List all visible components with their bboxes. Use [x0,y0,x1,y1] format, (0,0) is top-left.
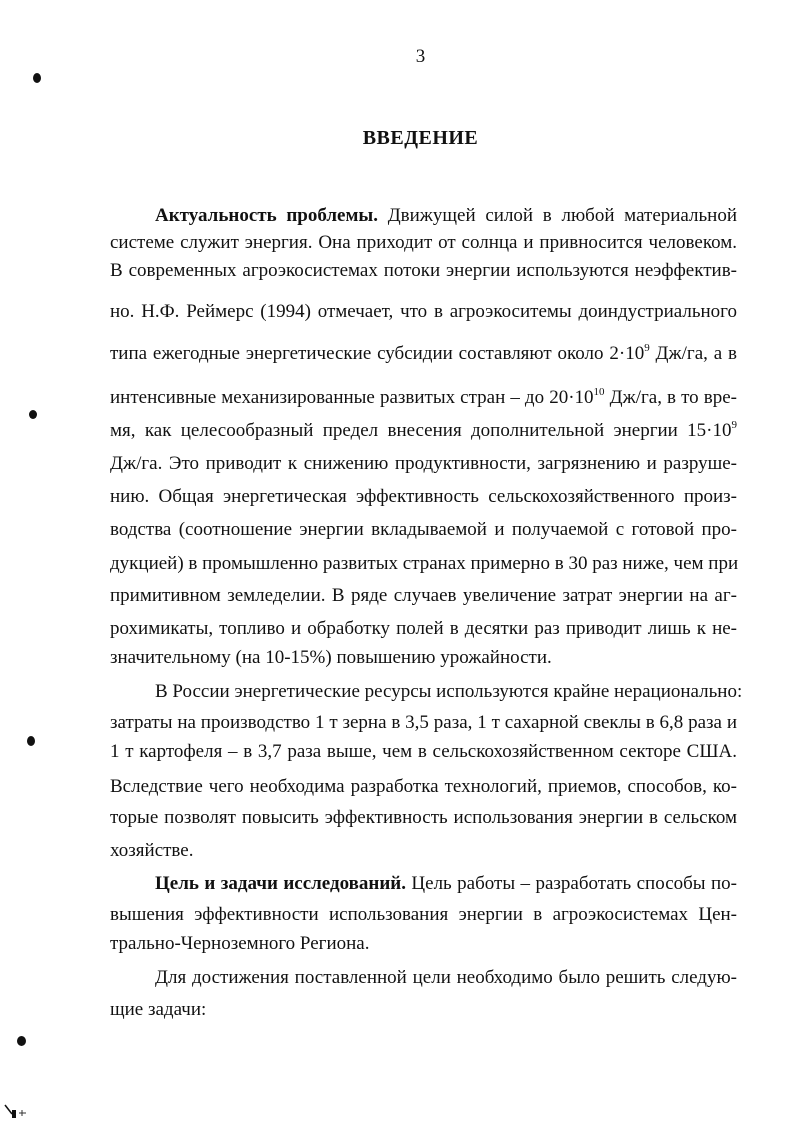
text-line: вышения эффективности использования энергии в агроэкосистемах Цен- [110,904,737,925]
text-line: В современных агроэкосистемах потоки энергии используются неэффектив- [110,260,737,281]
text-line: интенсивные механизированные развитых стран – до $20\cdot 10^{10}$ Дж/га, в то вре- [110,386,737,408]
exponent: 9 [644,342,650,354]
text-line: трально-Черноземного Региона. [110,933,370,954]
text-line: рохимикаты, топливо и обработку полей в десятки раз приводит лишь к не- [110,618,737,639]
text-line: мя, как целесообразный предел внесения дополнительной энергии $15\cdot 10^9$ [110,419,737,441]
text-line: Дж/га. Это приводит к снижению продуктивности, загрязнению и разруше- [110,453,737,474]
text-line: но. Н.Ф. Реймерс (1994) отмечает, что в агроэкоситемы доиндустриального [110,301,737,322]
text-line: типа ежегодные энергетические субсидии составляют около $2\cdot 10^9$ Дж/га, а в [110,342,738,364]
section-title: ВВЕДЕНИЕ [362,127,479,149]
text-line: примитивном земледелии. В ряде случаев увеличение затрат энергии на аг- [110,585,737,606]
text-line: хозяйстве. [110,840,194,861]
text-line: В России энергетические ресурсы используются крайне нерационально: [155,681,743,702]
binding-hole-mark-icon [33,73,41,83]
exponent: 9 [731,419,737,431]
text-line: Актуальность проблемы. Движущей силой в любой материальной [155,205,738,226]
binding-hole-mark-icon [29,410,37,419]
text-line: щие задачи: [110,999,207,1020]
text-line: Цель и задачи исследований. Цель работы – разработать способы по- [155,873,737,894]
text-line: нию. Общая энергетическая эффективность сельскохозяйственного произ- [110,486,737,507]
corner-scan-artifact-icon [4,1104,30,1118]
text-line: Вследствие чего необходима разработка технологий, приемов, способов, ко- [110,776,737,797]
page-number: 3 [415,46,426,67]
run-in-heading: Актуальность проблемы. [155,205,378,226]
exponent: 10 [593,386,605,398]
run-in-heading: Цель и задачи исследований. [155,873,406,894]
text-line: затраты на производство 1 т зерна в 3,5 раза, 1 т сахарной свеклы в 6,8 раза и [110,712,737,733]
text-line: торые позволят повысить эффективность использования энергии в сельском [110,807,737,828]
text-line: системе служит энергия. Она приходит от солнца и привносится человеком. [110,232,737,253]
binding-hole-mark-icon [27,736,35,746]
text-line: 1 т картофеля – в 3,7 раза выше, чем в сельскохозяйственном секторе США. [110,741,737,762]
text-line: водства (соотношение энергии вкладываемой и получаемой с готовой про- [110,519,737,540]
text-line: значительному (на 10-15%) повышению урожайности. [110,647,552,668]
text-line: дукцией) в промышленно развитых странах примерно в 30 раз ниже, чем при [110,553,739,574]
binding-hole-mark-icon [17,1036,26,1046]
text-line: Для достижения поставленной цели необходимо было решить следую- [155,967,737,988]
